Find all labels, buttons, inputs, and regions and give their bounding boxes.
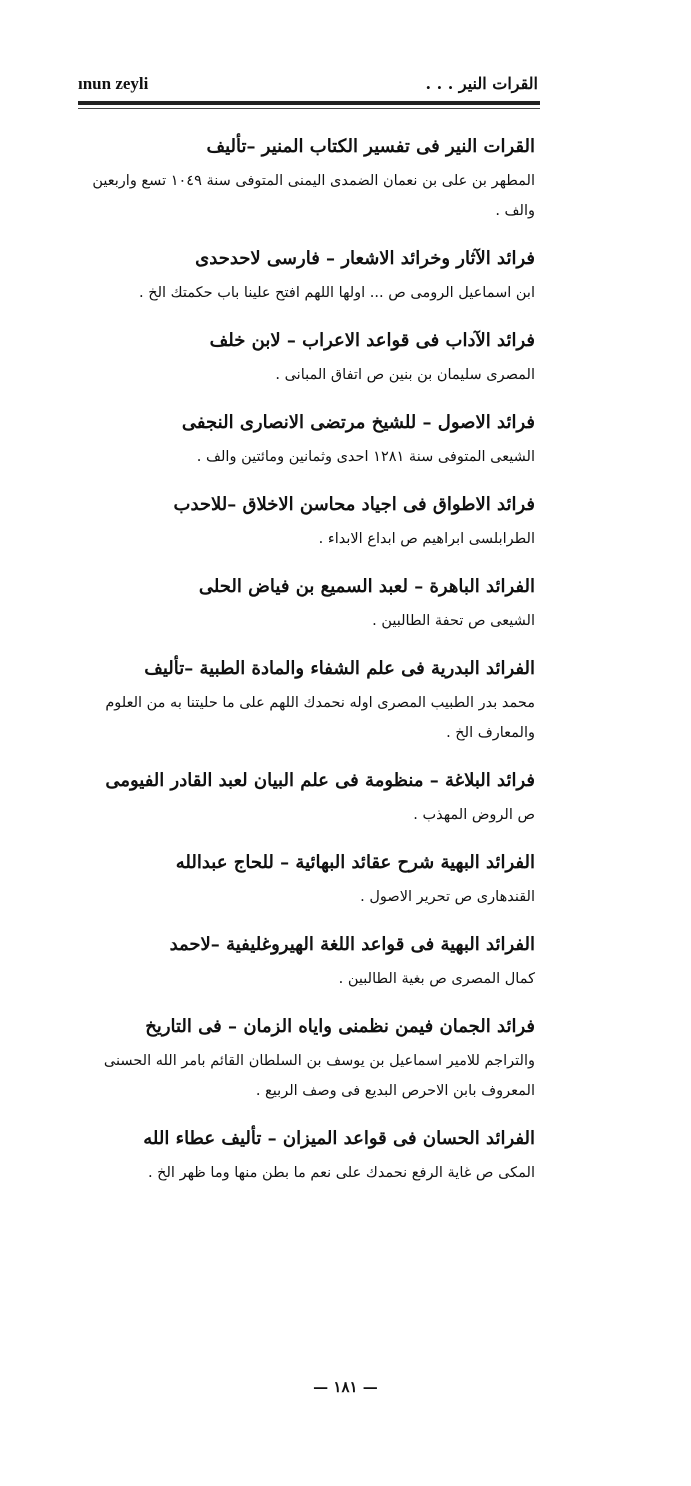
entry-title: الفرائد الحسان فى قواعد الميزان – تأليف عطاء الله (143, 1128, 535, 1149)
entry-detail: كمال المصرى ص بغية الطالبين . (338, 971, 535, 987)
entry-title: الفرائد الباهرة – لعبد السميع بن فياض الحلى (198, 576, 535, 597)
entry (90, 404, 535, 472)
entry-detail: الطرابلسى ابراهيم ص ابداع الابداء . (318, 531, 535, 547)
entry-detail: ص الروض المهذب . (413, 807, 535, 823)
header-rule-thick (78, 101, 540, 105)
entry (90, 650, 535, 748)
entry (90, 240, 535, 308)
entry-title: الفرائد البدرية فى علم الشفاء والمادة الطبية –تأليف (144, 658, 535, 679)
entry-title: الفرائد البهية شرح عقائد البهائية – للحاج عبدالله (175, 852, 535, 873)
entry-detail: ابن اسماعيل الرومى ص ... اولها اللهم افتح علينا باب حكمتك الخ . (139, 285, 535, 301)
entry (90, 486, 535, 554)
entry (90, 1008, 535, 1106)
entry (90, 128, 535, 226)
entry-title: الفرائد البهية فى قواعد اللغة الهيروغليفية –لاحمد (169, 934, 535, 955)
header-rule-thin (78, 108, 540, 109)
entry-title: فرائد الجمان فيمن نظمنى واياه الزمان – فى التاريخ (145, 1016, 535, 1037)
entry-detail: المطهر بن على بن نعمان الضمدى اليمنى المتوفى سنة ١٠٤٩ تسع واربعين والف . (92, 173, 535, 219)
entry-detail: والتراجم للامير اسماعيل بن يوسف بن السلطان القائم بامر الله الحسنى المعروف بابن الاحرص البديع فى وصف الربيع . (103, 1053, 535, 1099)
entry-detail: الشيعى ص تحفة الطالبين . (372, 613, 535, 629)
entry-detail: المصرى سليمان بن بنين ص اتفاق المبانى . (275, 367, 535, 383)
entry (90, 762, 535, 830)
entry-title: فرائد الاصول – للشيخ مرتضى الانصارى النجفى (181, 412, 535, 433)
entry-title: فرائد الاطواق فى اجياد محاسن الاخلاق –للاحدب (173, 494, 535, 515)
entry (90, 926, 535, 994)
entry-detail: المكى ص غاية الرفع نحمدك على نعم ما بطن منها وما ظهر الخ . (147, 1165, 535, 1181)
entry (90, 568, 535, 636)
entry-detail: الشيعى المتوفى سنة ١٢٨١ احدى وثمانين ومائتين والف . (196, 449, 535, 465)
entry (90, 844, 535, 912)
entry-title: فرائد الآثار وخرائد الاشعار – فارسى لاحدحدى (195, 248, 535, 269)
entry-detail: القندهارى ص تحرير الاصول . (360, 889, 535, 905)
entry-title: فرائد الآداب فى قواعد الاعراب – لابن خلف (209, 330, 535, 351)
page-number: — ١٨١ — (313, 1378, 378, 1396)
running-header-right: القرات النير . . . (425, 74, 538, 93)
entry-detail: محمد بدر الطبيب المصرى اوله نحمدك اللهم على ما حليتنا به من العلوم والمعارف الخ . (105, 695, 535, 741)
entry (90, 1120, 535, 1188)
entries-list (90, 128, 535, 1202)
entry-title: فرائد البلاغة – منظومة فى علم البيان لعبد القادر الفيومى (105, 770, 535, 791)
entry (90, 322, 535, 390)
entry-title: القرات النير فى تفسير الكتاب المنير –تأليف (206, 136, 535, 157)
running-header-left: ınun zeyli (78, 74, 149, 93)
